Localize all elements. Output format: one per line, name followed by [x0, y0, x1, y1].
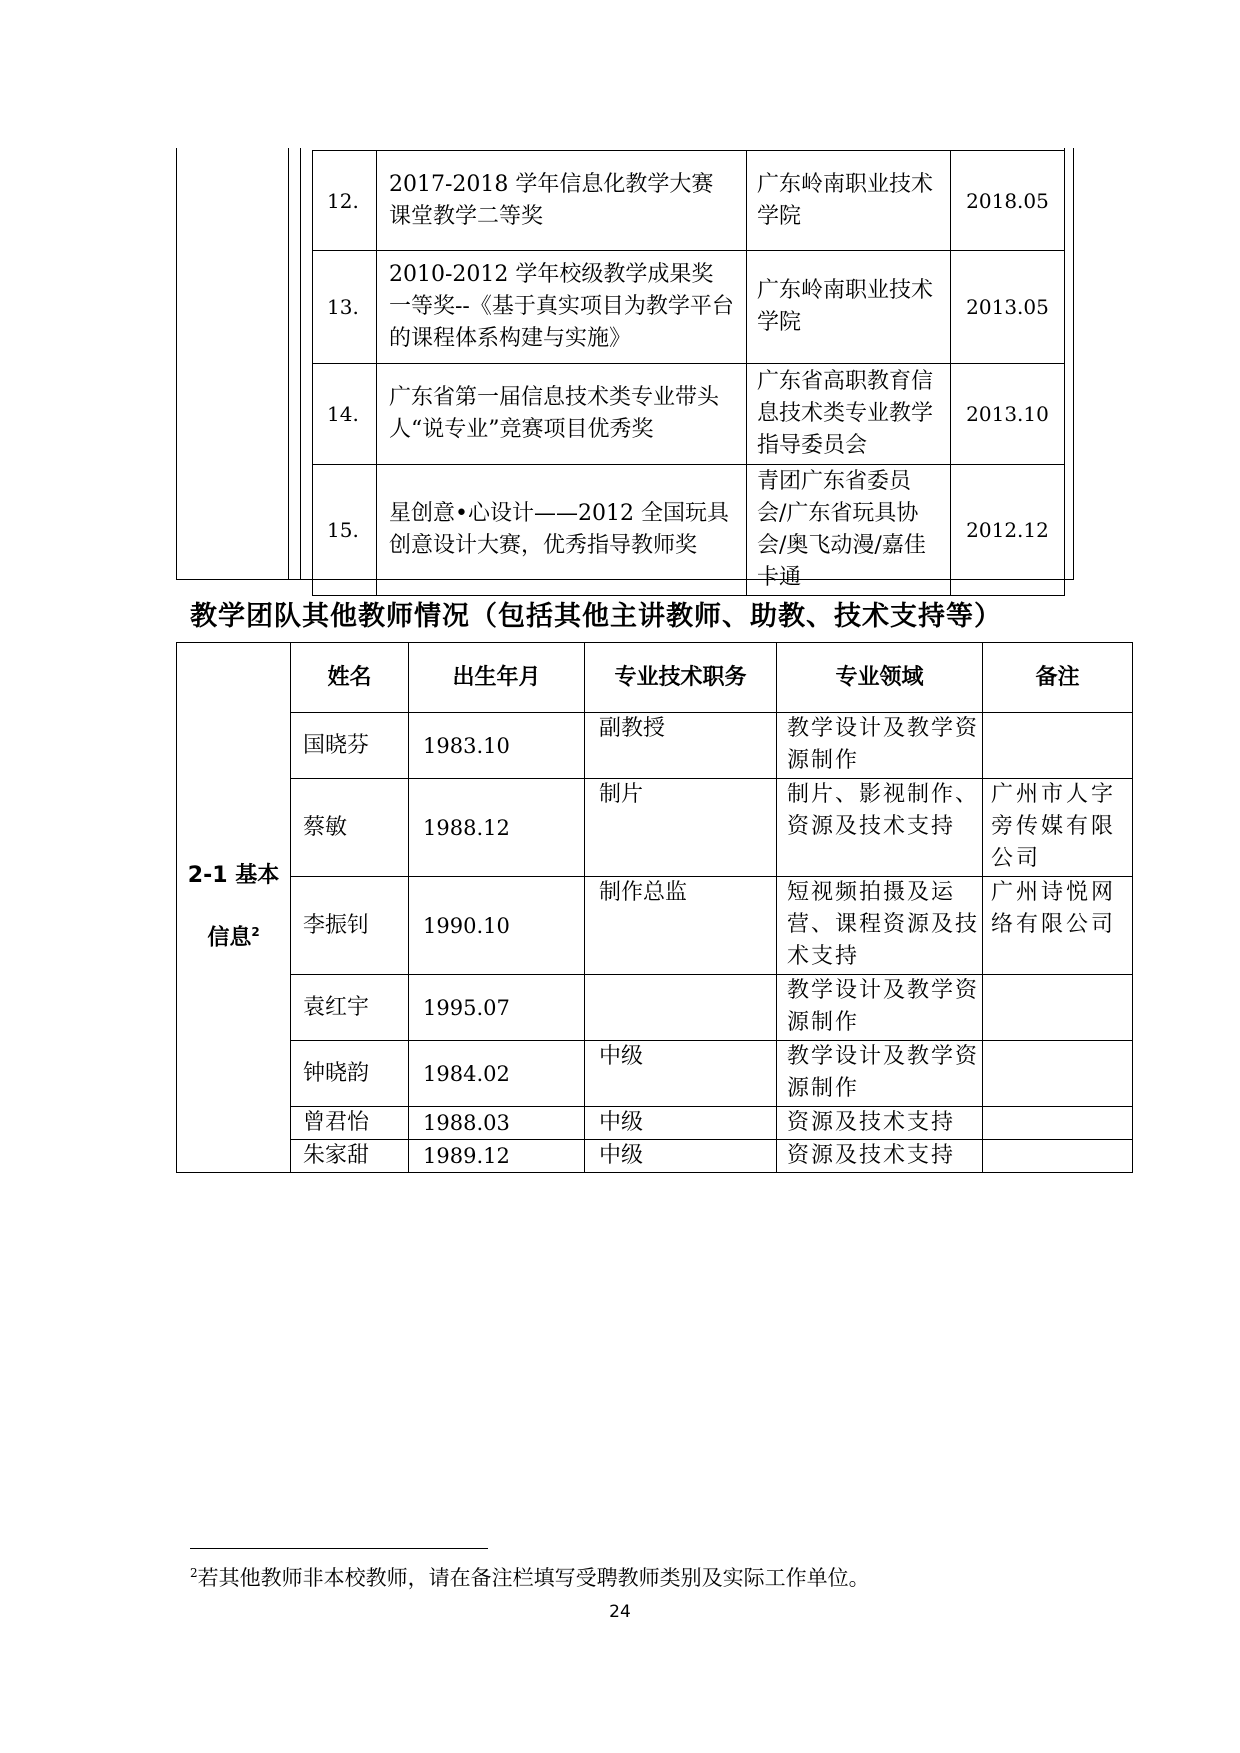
award-number: 14.: [313, 364, 377, 465]
table-row: [313, 251, 1065, 364]
teacher-field: 资源及技术支持: [777, 1140, 983, 1173]
teacher-name: 国晓芬: [291, 713, 409, 779]
award-number: 13.: [313, 251, 377, 364]
teacher-name: 钟晓韵: [291, 1041, 409, 1107]
team-header-row: [177, 643, 1133, 713]
award-name: 广东省第一届信息技术类专业带头人“说专业”竞赛项目优秀奖: [377, 364, 747, 465]
footnote-divider: [190, 1548, 488, 1549]
teacher-title: 制片: [585, 779, 777, 877]
teacher-born: 1984.02: [409, 1041, 585, 1107]
page-number: 24: [609, 1602, 631, 1622]
teacher-title: 中级: [585, 1107, 777, 1140]
teacher-note: [983, 713, 1133, 779]
teacher-note: [983, 1041, 1133, 1107]
teacher-born: 1988.03: [409, 1107, 585, 1140]
team-table: [176, 642, 1133, 1173]
table-row: [313, 364, 1065, 465]
table-row: [177, 779, 1133, 877]
teacher-field: 短视频拍摄及运营、课程资源及技术支持: [777, 877, 983, 975]
teacher-name: 朱家甜: [291, 1140, 409, 1173]
award-date: 2013.05: [951, 251, 1065, 364]
section-label-line1: 2-1 基本: [187, 863, 280, 889]
header-note: 备注: [983, 643, 1133, 713]
teacher-title: [585, 975, 777, 1041]
footnote: [190, 1562, 870, 1592]
award-organization: 广东岭南职业技术学院: [747, 151, 951, 251]
teacher-born: 1995.07: [409, 975, 585, 1041]
award-name: 2017-2018 学年信息化教学大赛课堂教学二等奖: [377, 151, 747, 251]
award-date: 2018.05: [951, 151, 1065, 251]
teacher-born: 1983.10: [409, 713, 585, 779]
award-section-inner-rule: [300, 148, 301, 580]
award-organization: 广东省高职教育信息技术类专业教学指导委员会: [747, 364, 951, 465]
teacher-title: 中级: [585, 1041, 777, 1107]
teacher-born: 1988.12: [409, 779, 585, 877]
teacher-field: 教学设计及教学资源制作: [777, 975, 983, 1041]
header-name: 姓名: [291, 643, 409, 713]
table-row: [177, 1041, 1133, 1107]
table-row: [177, 1107, 1133, 1140]
teacher-note: 广州市人字旁传媒有限公司: [983, 779, 1133, 877]
award-organization: 青团广东省委员会/广东省玩具协会/奥飞动漫/嘉佳卡通: [747, 465, 951, 596]
teacher-name: 曾君怡: [291, 1107, 409, 1140]
teacher-field: 教学设计及教学资源制作: [777, 1041, 983, 1107]
award-number: 15.: [313, 465, 377, 596]
teacher-born: 1989.12: [409, 1140, 585, 1173]
award-date: 2012.12: [951, 465, 1065, 596]
teacher-field: 制片、影视制作、资源及技术支持: [777, 779, 983, 877]
section-heading: 教学团队其他教师情况（包括其他主讲教师、助教、技术支持等）: [190, 601, 1002, 632]
award-name: 2010-2012 学年校级教学成果奖一等奖--《基于真实项目为教学平台的课程体系构建与实施》: [377, 251, 747, 364]
section-label-line2: 信息: [207, 925, 252, 951]
table-row: [313, 151, 1065, 251]
table-row: [313, 465, 1065, 596]
award-number: 12.: [313, 151, 377, 251]
teacher-title: 制作总监: [585, 877, 777, 975]
teacher-name: 袁红宇: [291, 975, 409, 1041]
teacher-title: 副教授: [585, 713, 777, 779]
footnote-ref: 2: [251, 925, 260, 940]
teacher-name: 李振钊: [291, 877, 409, 975]
table-row: [177, 713, 1133, 779]
teacher-field: 教学设计及教学资源制作: [777, 713, 983, 779]
table-row: [177, 1140, 1133, 1173]
award-name: 星创意•心设计——2012 全国玩具创意设计大赛，优秀指导教师奖: [377, 465, 747, 596]
teacher-born: 1990.10: [409, 877, 585, 975]
teacher-note: 广州诗悦网络有限公司: [983, 877, 1133, 975]
teacher-field: 资源及技术支持: [777, 1107, 983, 1140]
header-title: 专业技术职务: [585, 643, 777, 713]
award-organization: 广东岭南职业技术学院: [747, 251, 951, 364]
teacher-name: 蔡敏: [291, 779, 409, 877]
award-date: 2013.10: [951, 364, 1065, 465]
teacher-note: [983, 975, 1133, 1041]
table-row: [177, 975, 1133, 1041]
header-born: 出生年月: [409, 643, 585, 713]
section-label: [177, 643, 291, 1173]
table-row: [177, 877, 1133, 975]
teacher-title: 中级: [585, 1140, 777, 1173]
header-field: 专业领域: [777, 643, 983, 713]
teacher-note: [983, 1107, 1133, 1140]
footnote-text: 若其他教师非本校教师，请在备注栏填写受聘教师类别及实际工作单位。: [197, 1566, 870, 1590]
teacher-note: [983, 1140, 1133, 1173]
awards-table: [312, 150, 1065, 596]
award-section-label-cell: [176, 148, 289, 580]
footnote-mark: 2: [190, 1566, 198, 1580]
